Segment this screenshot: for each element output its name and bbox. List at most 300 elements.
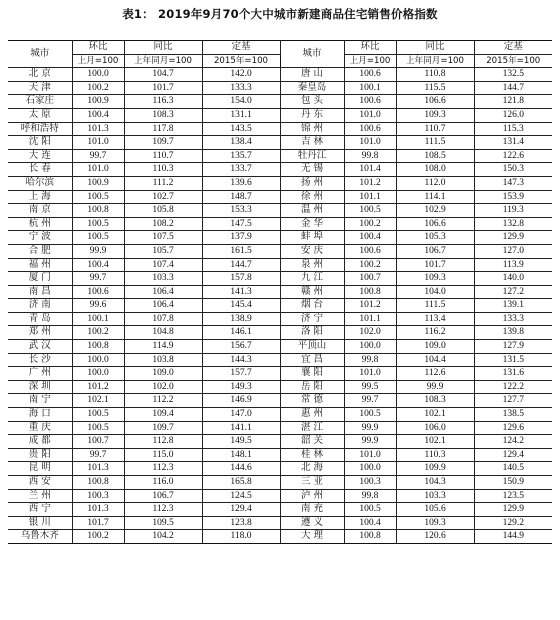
left-mom-value: 100.6: [72, 285, 124, 299]
right-mom-value: 100.6: [344, 244, 396, 258]
left-city-name: 郑 州: [8, 326, 72, 340]
right-yoy-value: 108.3: [396, 394, 474, 408]
right-yoy-value: 101.7: [396, 258, 474, 272]
table-row: [8, 353, 552, 367]
left-yoy-value: 112.2: [124, 394, 202, 408]
right-city-name: 秦皇岛: [280, 81, 344, 95]
right-mom-value: 100.5: [344, 204, 396, 218]
left-city-name: 重 庆: [8, 421, 72, 435]
table-row: [8, 326, 552, 340]
right-yoy-value: 109.9: [396, 462, 474, 476]
left-fixed-value: 143.5: [202, 122, 280, 136]
right-city-name: 蚌 埠: [280, 231, 344, 245]
right-mom-value: 100.6: [344, 122, 396, 136]
right-mom-value: 100.8: [344, 285, 396, 299]
left-mom-value: 100.5: [72, 408, 124, 422]
right-mom-value: 101.1: [344, 190, 396, 204]
left-fixed-value: 135.7: [202, 149, 280, 163]
right-mom-value: 99.9: [344, 421, 396, 435]
left-city-name: 厦 门: [8, 272, 72, 286]
left-city-name: 成 都: [8, 435, 72, 449]
right-yoy-value: 112.0: [396, 176, 474, 190]
right-fixed-value: 119.3: [474, 204, 552, 218]
right-fixed-value: 121.8: [474, 95, 552, 109]
right-mom-value: 101.4: [344, 163, 396, 177]
left-fixed-value: 138.9: [202, 312, 280, 326]
right-city-name: 徐 州: [280, 190, 344, 204]
left-yoy-value: 109.0: [124, 367, 202, 381]
left-mom-value: 101.0: [72, 136, 124, 150]
right-city-name: 扬 州: [280, 176, 344, 190]
right-yoy-value: 102.1: [396, 408, 474, 422]
left-yoy-value: 106.7: [124, 489, 202, 503]
left-mom-value: 99.6: [72, 299, 124, 313]
left-fixed-value: 145.4: [202, 299, 280, 313]
left-fixed-value: 131.1: [202, 108, 280, 122]
header-city-right: 城市: [280, 41, 344, 68]
table-row: [8, 299, 552, 313]
left-yoy-value: 112.8: [124, 435, 202, 449]
left-city-name: 长 春: [8, 163, 72, 177]
left-city-name: 沈 阳: [8, 136, 72, 150]
table-row: [8, 68, 552, 82]
left-city-name: 兰 州: [8, 489, 72, 503]
subheader-yoy-right: 上年同月=100: [396, 54, 474, 68]
left-mom-value: 100.8: [72, 340, 124, 354]
left-fixed-value: 129.4: [202, 503, 280, 517]
right-fixed-value: 127.7: [474, 394, 552, 408]
left-fixed-value: 123.8: [202, 516, 280, 530]
right-fixed-value: 144.9: [474, 530, 552, 544]
table-row: [8, 462, 552, 476]
table-row: [8, 421, 552, 435]
left-city-name: 南 宁: [8, 394, 72, 408]
header-mom-left: 环比: [72, 41, 124, 55]
right-fixed-value: 127.2: [474, 285, 552, 299]
left-mom-value: 100.8: [72, 204, 124, 218]
left-yoy-value: 104.8: [124, 326, 202, 340]
left-yoy-value: 110.3: [124, 163, 202, 177]
right-mom-value: 100.6: [344, 95, 396, 109]
left-fixed-value: 149.3: [202, 380, 280, 394]
left-city-name: 哈尔滨: [8, 176, 72, 190]
left-fixed-value: 144.3: [202, 353, 280, 367]
left-fixed-value: 156.7: [202, 340, 280, 354]
left-yoy-value: 108.3: [124, 108, 202, 122]
right-fixed-value: 129.2: [474, 516, 552, 530]
right-fixed-value: 127.9: [474, 340, 552, 354]
right-mom-value: 101.0: [344, 136, 396, 150]
right-city-name: 湛 江: [280, 421, 344, 435]
left-fixed-value: 147.5: [202, 217, 280, 231]
left-yoy-value: 110.7: [124, 149, 202, 163]
left-fixed-value: 133.3: [202, 81, 280, 95]
right-fixed-value: 147.3: [474, 176, 552, 190]
right-yoy-value: 106.6: [396, 217, 474, 231]
header-fixed-left: 定基: [202, 41, 280, 55]
left-fixed-value: 153.3: [202, 204, 280, 218]
header-yoy-left: 同比: [124, 41, 202, 55]
table-row: [8, 108, 552, 122]
right-fixed-value: 139.8: [474, 326, 552, 340]
right-yoy-value: 115.5: [396, 81, 474, 95]
right-mom-value: 101.1: [344, 312, 396, 326]
left-mom-value: 99.7: [72, 149, 124, 163]
left-city-name: 长 沙: [8, 353, 72, 367]
left-yoy-value: 107.4: [124, 258, 202, 272]
right-fixed-value: 122.6: [474, 149, 552, 163]
right-fixed-value: 132.8: [474, 217, 552, 231]
subheader-fixed-left: 2015年=100: [202, 54, 280, 68]
left-fixed-value: 133.7: [202, 163, 280, 177]
right-fixed-value: 131.4: [474, 136, 552, 150]
left-city-name: 杭 州: [8, 217, 72, 231]
right-yoy-value: 105.3: [396, 231, 474, 245]
table-row: [8, 285, 552, 299]
right-city-name: 桂 林: [280, 448, 344, 462]
right-fixed-value: 122.2: [474, 380, 552, 394]
left-mom-value: 100.3: [72, 489, 124, 503]
right-yoy-value: 102.9: [396, 204, 474, 218]
right-mom-value: 100.4: [344, 516, 396, 530]
left-mom-value: 100.0: [72, 367, 124, 381]
table-row: [8, 380, 552, 394]
left-yoy-value: 111.2: [124, 176, 202, 190]
table-body: [8, 68, 552, 544]
left-fixed-value: 137.9: [202, 231, 280, 245]
right-yoy-value: 109.0: [396, 340, 474, 354]
left-fixed-value: 124.5: [202, 489, 280, 503]
right-yoy-value: 110.7: [396, 122, 474, 136]
left-mom-value: 100.4: [72, 258, 124, 272]
left-mom-value: 101.3: [72, 503, 124, 517]
right-yoy-value: 113.4: [396, 312, 474, 326]
left-fixed-value: 144.7: [202, 258, 280, 272]
left-yoy-value: 104.7: [124, 68, 202, 82]
left-yoy-value: 107.5: [124, 231, 202, 245]
right-yoy-value: 110.3: [396, 448, 474, 462]
left-mom-value: 100.5: [72, 190, 124, 204]
left-yoy-value: 109.5: [124, 516, 202, 530]
right-city-name: 泸 州: [280, 489, 344, 503]
subheader-mom-right: 上月=100: [344, 54, 396, 68]
right-mom-value: 99.7: [344, 394, 396, 408]
right-fixed-value: 129.6: [474, 421, 552, 435]
left-mom-value: 100.2: [72, 530, 124, 544]
left-mom-value: 100.5: [72, 231, 124, 245]
header-fixed-right: 定基: [474, 41, 552, 55]
right-city-name: 烟 台: [280, 299, 344, 313]
left-city-name: 福 州: [8, 258, 72, 272]
table-row: [8, 312, 552, 326]
table-title: 表1： 2019年9月70个大中城市新建商品住宅销售价格指数: [122, 7, 438, 21]
left-mom-value: 100.9: [72, 95, 124, 109]
right-yoy-value: 99.9: [396, 380, 474, 394]
right-fixed-value: 139.1: [474, 299, 552, 313]
left-fixed-value: 118.0: [202, 530, 280, 544]
right-fixed-value: 138.5: [474, 408, 552, 422]
left-mom-value: 100.2: [72, 81, 124, 95]
left-yoy-value: 105.8: [124, 204, 202, 218]
right-city-name: 安 庆: [280, 244, 344, 258]
right-mom-value: 101.2: [344, 176, 396, 190]
table-row: [8, 435, 552, 449]
table-row: [8, 95, 552, 109]
table-row: [8, 204, 552, 218]
right-city-name: 三 亚: [280, 476, 344, 490]
left-mom-value: 100.0: [72, 353, 124, 367]
left-mom-value: 99.7: [72, 448, 124, 462]
table-row: [8, 231, 552, 245]
left-yoy-value: 106.4: [124, 285, 202, 299]
right-fixed-value: 129.4: [474, 448, 552, 462]
table-row: [8, 176, 552, 190]
left-mom-value: 100.9: [72, 176, 124, 190]
right-fixed-value: 126.0: [474, 108, 552, 122]
left-fixed-value: 141.1: [202, 421, 280, 435]
left-city-name: 大 连: [8, 149, 72, 163]
left-fixed-value: 138.4: [202, 136, 280, 150]
right-mom-value: 99.8: [344, 149, 396, 163]
left-fixed-value: 146.9: [202, 394, 280, 408]
left-fixed-value: 161.5: [202, 244, 280, 258]
right-city-name: 牡丹江: [280, 149, 344, 163]
right-mom-value: 100.5: [344, 503, 396, 517]
right-city-name: 遵 义: [280, 516, 344, 530]
right-mom-value: 100.8: [344, 530, 396, 544]
right-yoy-value: 109.3: [396, 272, 474, 286]
right-city-name: 泉 州: [280, 258, 344, 272]
subheader-yoy-left: 上年同月=100: [124, 54, 202, 68]
table-row: [8, 448, 552, 462]
left-city-name: 海 口: [8, 408, 72, 422]
right-yoy-value: 109.3: [396, 516, 474, 530]
left-yoy-value: 112.3: [124, 462, 202, 476]
right-city-name: 惠 州: [280, 408, 344, 422]
left-yoy-value: 117.8: [124, 122, 202, 136]
right-fixed-value: 132.5: [474, 68, 552, 82]
right-yoy-value: 116.2: [396, 326, 474, 340]
left-city-name: 西 安: [8, 476, 72, 490]
right-city-name: 九 江: [280, 272, 344, 286]
left-city-name: 合 肥: [8, 244, 72, 258]
right-city-name: 唐 山: [280, 68, 344, 82]
right-city-name: 赣 州: [280, 285, 344, 299]
left-yoy-value: 107.8: [124, 312, 202, 326]
right-mom-value: 101.0: [344, 108, 396, 122]
left-city-name: 南 昌: [8, 285, 72, 299]
right-city-name: 襄 阳: [280, 367, 344, 381]
table-row: [8, 81, 552, 95]
table-row: [8, 136, 552, 150]
left-mom-value: 100.5: [72, 421, 124, 435]
left-fixed-value: 141.3: [202, 285, 280, 299]
subheader-fixed-right: 2015年=100: [474, 54, 552, 68]
right-yoy-value: 108.0: [396, 163, 474, 177]
right-mom-value: 100.3: [344, 476, 396, 490]
right-mom-value: 100.0: [344, 340, 396, 354]
left-yoy-value: 112.3: [124, 503, 202, 517]
left-city-name: 青 岛: [8, 312, 72, 326]
left-city-name: 南 京: [8, 204, 72, 218]
left-yoy-value: 115.0: [124, 448, 202, 462]
table-row: [8, 367, 552, 381]
right-city-name: 岳 阳: [280, 380, 344, 394]
right-yoy-value: 103.3: [396, 489, 474, 503]
right-city-name: 韶 关: [280, 435, 344, 449]
left-mom-value: 100.7: [72, 435, 124, 449]
right-mom-value: 100.2: [344, 217, 396, 231]
right-fixed-value: 127.0: [474, 244, 552, 258]
left-fixed-value: 148.1: [202, 448, 280, 462]
right-fixed-value: 150.9: [474, 476, 552, 490]
right-yoy-value: 109.3: [396, 108, 474, 122]
left-mom-value: 99.7: [72, 272, 124, 286]
left-mom-value: 100.0: [72, 68, 124, 82]
left-city-name: 银 川: [8, 516, 72, 530]
subheader-mom-left: 上月=100: [72, 54, 124, 68]
left-fixed-value: 146.1: [202, 326, 280, 340]
right-city-name: 北 海: [280, 462, 344, 476]
right-city-name: 金 华: [280, 217, 344, 231]
left-yoy-value: 106.4: [124, 299, 202, 313]
left-mom-value: 101.3: [72, 462, 124, 476]
left-yoy-value: 103.8: [124, 353, 202, 367]
right-yoy-value: 104.3: [396, 476, 474, 490]
right-city-name: 济 宁: [280, 312, 344, 326]
right-fixed-value: 133.3: [474, 312, 552, 326]
right-mom-value: 100.2: [344, 258, 396, 272]
right-mom-value: 100.6: [344, 68, 396, 82]
right-yoy-value: 104.4: [396, 353, 474, 367]
left-yoy-value: 116.0: [124, 476, 202, 490]
table-row: [8, 516, 552, 530]
left-mom-value: 100.8: [72, 476, 124, 490]
table-row: [8, 408, 552, 422]
right-yoy-value: 112.6: [396, 367, 474, 381]
right-yoy-value: 105.6: [396, 503, 474, 517]
table-row: [8, 340, 552, 354]
table-row: [8, 489, 552, 503]
right-yoy-value: 110.8: [396, 68, 474, 82]
right-fixed-value: 144.7: [474, 81, 552, 95]
right-city-name: 南 充: [280, 503, 344, 517]
left-city-name: 贵 阳: [8, 448, 72, 462]
right-fixed-value: 150.3: [474, 163, 552, 177]
left-city-name: 广 州: [8, 367, 72, 381]
table-row: [8, 149, 552, 163]
left-mom-value: 100.2: [72, 326, 124, 340]
left-yoy-value: 108.2: [124, 217, 202, 231]
left-city-name: 上 海: [8, 190, 72, 204]
right-city-name: 锦 州: [280, 122, 344, 136]
right-mom-value: 100.7: [344, 272, 396, 286]
left-city-name: 北 京: [8, 68, 72, 82]
right-yoy-value: 102.1: [396, 435, 474, 449]
left-yoy-value: 109.4: [124, 408, 202, 422]
left-city-name: 武 汉: [8, 340, 72, 354]
right-yoy-value: 108.5: [396, 149, 474, 163]
left-city-name: 宁 波: [8, 231, 72, 245]
left-city-name: 西 宁: [8, 503, 72, 517]
right-city-name: 温 州: [280, 204, 344, 218]
left-mom-value: 101.0: [72, 163, 124, 177]
header-mom-right: 环比: [344, 41, 396, 55]
right-yoy-value: 111.5: [396, 136, 474, 150]
header-yoy-right: 同比: [396, 41, 474, 55]
left-yoy-value: 104.2: [124, 530, 202, 544]
right-fixed-value: 140.5: [474, 462, 552, 476]
left-mom-value: 100.4: [72, 108, 124, 122]
table-row: [8, 217, 552, 231]
left-city-name: 太 原: [8, 108, 72, 122]
table-row: [8, 190, 552, 204]
right-mom-value: 100.1: [344, 81, 396, 95]
left-city-name: 深 圳: [8, 380, 72, 394]
left-yoy-value: 114.9: [124, 340, 202, 354]
left-fixed-value: 149.5: [202, 435, 280, 449]
right-yoy-value: 106.0: [396, 421, 474, 435]
right-fixed-value: 129.9: [474, 503, 552, 517]
left-mom-value: 100.1: [72, 312, 124, 326]
left-yoy-value: 102.0: [124, 380, 202, 394]
right-mom-value: 101.0: [344, 367, 396, 381]
table-row: [8, 530, 552, 544]
right-city-name: 丹 东: [280, 108, 344, 122]
header-row: [8, 41, 552, 55]
left-mom-value: 101.2: [72, 380, 124, 394]
right-yoy-value: 114.1: [396, 190, 474, 204]
right-city-name: 平顶山: [280, 340, 344, 354]
right-city-name: 洛 阳: [280, 326, 344, 340]
right-yoy-value: 106.6: [396, 95, 474, 109]
right-mom-value: 101.2: [344, 299, 396, 313]
left-city-name: 昆 明: [8, 462, 72, 476]
left-city-name: 天 津: [8, 81, 72, 95]
right-fixed-value: 131.5: [474, 353, 552, 367]
right-mom-value: 99.8: [344, 353, 396, 367]
left-fixed-value: 148.7: [202, 190, 280, 204]
table-row: [8, 258, 552, 272]
left-yoy-value: 116.3: [124, 95, 202, 109]
right-fixed-value: 113.9: [474, 258, 552, 272]
right-mom-value: 100.4: [344, 231, 396, 245]
left-mom-value: 101.3: [72, 122, 124, 136]
left-yoy-value: 109.7: [124, 421, 202, 435]
left-yoy-value: 109.7: [124, 136, 202, 150]
right-mom-value: 99.8: [344, 489, 396, 503]
left-mom-value: 101.7: [72, 516, 124, 530]
right-fixed-value: 153.9: [474, 190, 552, 204]
right-fixed-value: 123.5: [474, 489, 552, 503]
left-yoy-value: 101.7: [124, 81, 202, 95]
right-yoy-value: 111.5: [396, 299, 474, 313]
header-city-left: 城市: [8, 41, 72, 68]
left-fixed-value: 154.0: [202, 95, 280, 109]
table-row: [8, 122, 552, 136]
right-mom-value: 100.0: [344, 462, 396, 476]
right-mom-value: 99.5: [344, 380, 396, 394]
left-mom-value: 100.5: [72, 217, 124, 231]
table-row: [8, 163, 552, 177]
left-mom-value: 99.9: [72, 244, 124, 258]
right-city-name: 无 锡: [280, 163, 344, 177]
left-fixed-value: 144.6: [202, 462, 280, 476]
left-fixed-value: 139.6: [202, 176, 280, 190]
left-yoy-value: 103.3: [124, 272, 202, 286]
right-city-name: 宜 昌: [280, 353, 344, 367]
right-fixed-value: 124.2: [474, 435, 552, 449]
